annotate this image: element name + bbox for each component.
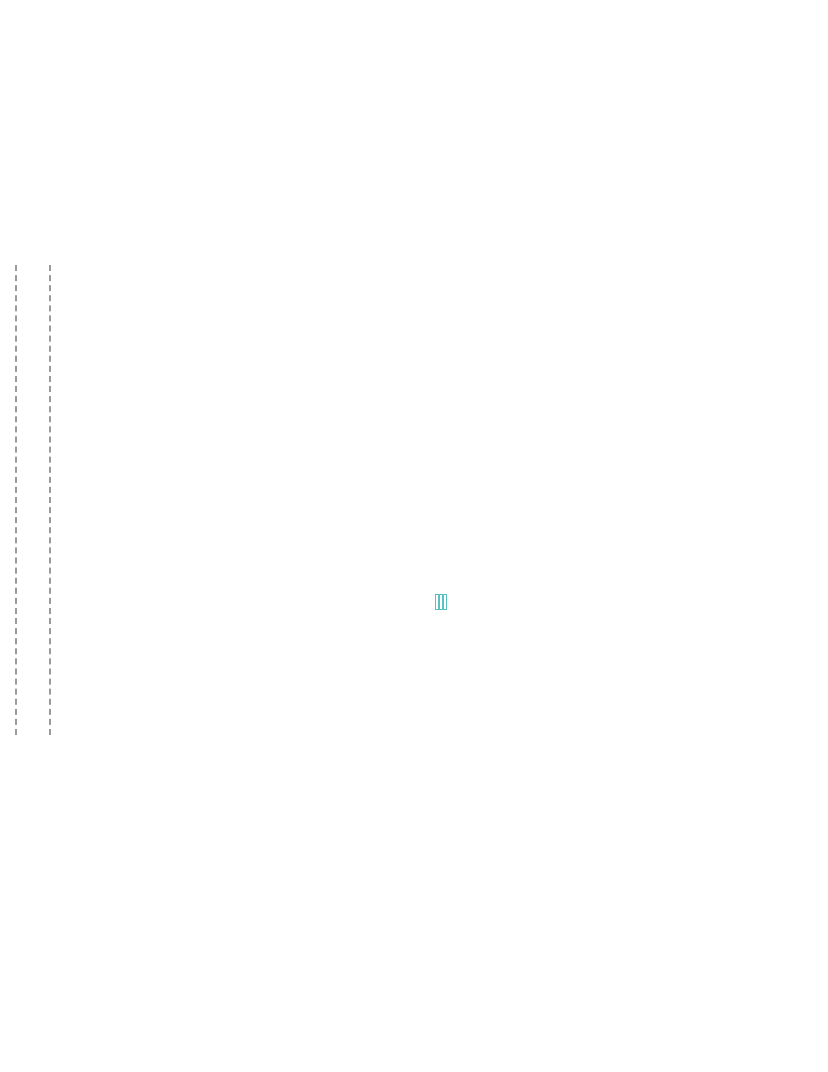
figure-1 xyxy=(437,218,762,523)
right-paragraph-1 xyxy=(421,594,762,616)
intro-text-right xyxy=(421,594,762,629)
arxiv-stamp[interactable] xyxy=(15,265,51,735)
citation-link[interactable] xyxy=(443,594,447,610)
